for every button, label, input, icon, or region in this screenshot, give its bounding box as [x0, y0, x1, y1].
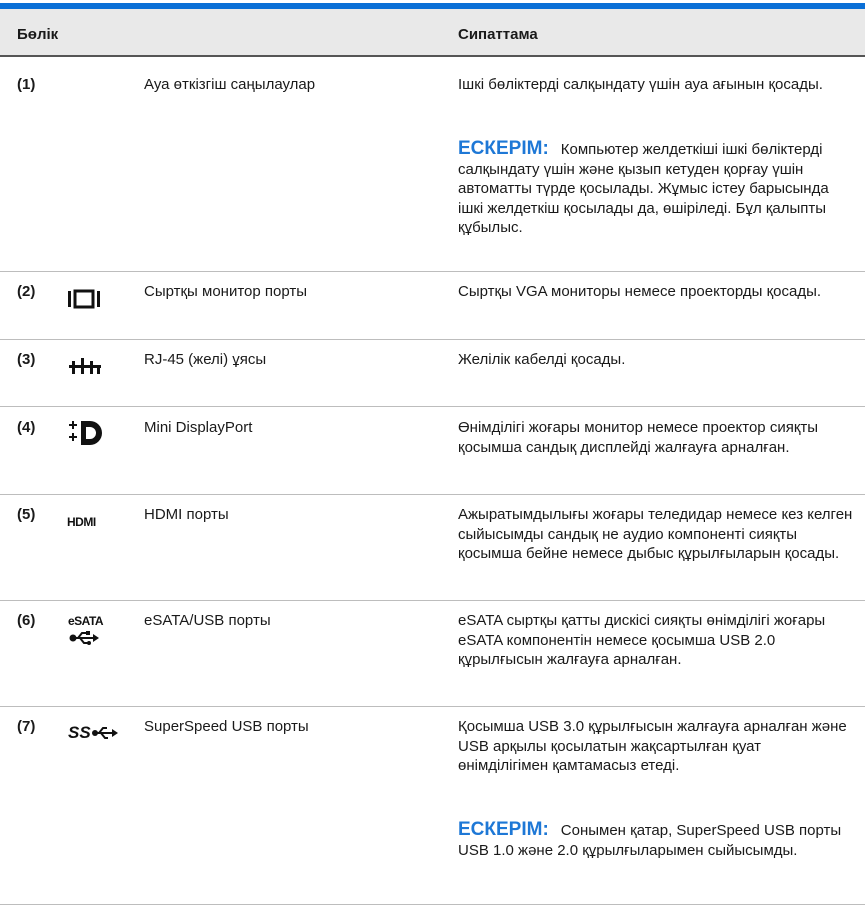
note-label: ЕСКЕРІМ:	[458, 138, 549, 159]
row-description: Ажыратымдылығы жоғары теледидар немесе кез келген сыйысымды сандық не аудио компоненті сияқты қосымша бейне немесе дыбыс құрылғыларын қосады.	[458, 506, 853, 562]
esata-label-icon: eSATA	[68, 614, 104, 628]
component-name: Ауа өткізгіш саңылаулар	[144, 76, 316, 93]
row-number: (4)	[17, 419, 36, 436]
row-description: Ішкі бөліктерді салқындату үшін ауа ағынын қосады.	[458, 76, 823, 93]
row-description: Өнімділігі жоғары монитор немесе проектор сияқты қосымша сандық дисплейді жалғауға арналған.	[458, 419, 819, 456]
row-number: (3)	[17, 351, 36, 368]
note-block	[458, 139, 853, 238]
row-number: (7)	[17, 718, 36, 735]
row-description: Қосымша USB 3.0 құрылғысын жалғауға арналған және USB арқылы қосылатын жақсартылған қуат өнімділігімен қамтамасыз етеді.	[458, 718, 847, 774]
header-part: Бөлік	[17, 26, 59, 43]
component-name: eSATA/USB порты	[144, 612, 271, 629]
row-number: (5)	[17, 506, 36, 523]
row-divider	[0, 904, 865, 905]
network-jack-icon	[69, 358, 101, 374]
row-description: Желілік кабелді қосады.	[458, 351, 626, 368]
component-name: SuperSpeed USB порты	[144, 718, 309, 735]
header-description: Сипаттама	[458, 26, 538, 43]
hdmi-icon: HDMI	[67, 515, 96, 529]
row-divider	[0, 339, 865, 340]
usb-icon	[69, 631, 99, 645]
note-label: ЕСКЕРІМ:	[458, 819, 549, 840]
component-name: RJ-45 (желі) ұясы	[144, 351, 267, 368]
displayport-icon	[68, 419, 102, 447]
row-description: Сыртқы VGA мониторы немесе проекторды қосады.	[458, 283, 822, 300]
note-block	[458, 820, 853, 860]
note-text: Сонымен қатар, SuperSpeed USB порты USB 1.0 және 2.0 құрылғыларымен сыйысымды.	[458, 822, 842, 859]
row-description: eSATA сыртқы қатты дискісі сияқты өнімділігі жоғары eSATA компонентін немесе қосымша USB 2.0 құрылғысын жалғауға арналған.	[458, 612, 826, 668]
row-number: (2)	[17, 283, 36, 300]
row-divider	[0, 706, 865, 707]
component-name: Сыртқы монитор порты	[144, 283, 308, 300]
superspeed-usb-icon: SS	[68, 723, 91, 742]
row-divider	[0, 600, 865, 601]
table-header	[0, 9, 865, 56]
component-name: Mini DisplayPort	[144, 419, 253, 436]
row-divider	[0, 494, 865, 495]
header-divider	[0, 55, 865, 57]
usb-trident-icon	[92, 726, 118, 740]
row-divider	[0, 271, 865, 272]
row-divider	[0, 406, 865, 407]
vga-monitor-icon	[68, 288, 100, 310]
row-number: (6)	[17, 612, 36, 629]
row-number: (1)	[17, 76, 36, 93]
component-name: HDMI порты	[144, 506, 229, 523]
note-text: Компьютер желдеткіші ішкі бөліктерді салқындату үшін және қызып кетуден қорғау үшін автоматты түрде қосылады. Жұмыс істеу барысында ішкі желдеткіш қосылады да, өшіріледі. Бұл қалыпты құбылыс.	[458, 141, 829, 236]
